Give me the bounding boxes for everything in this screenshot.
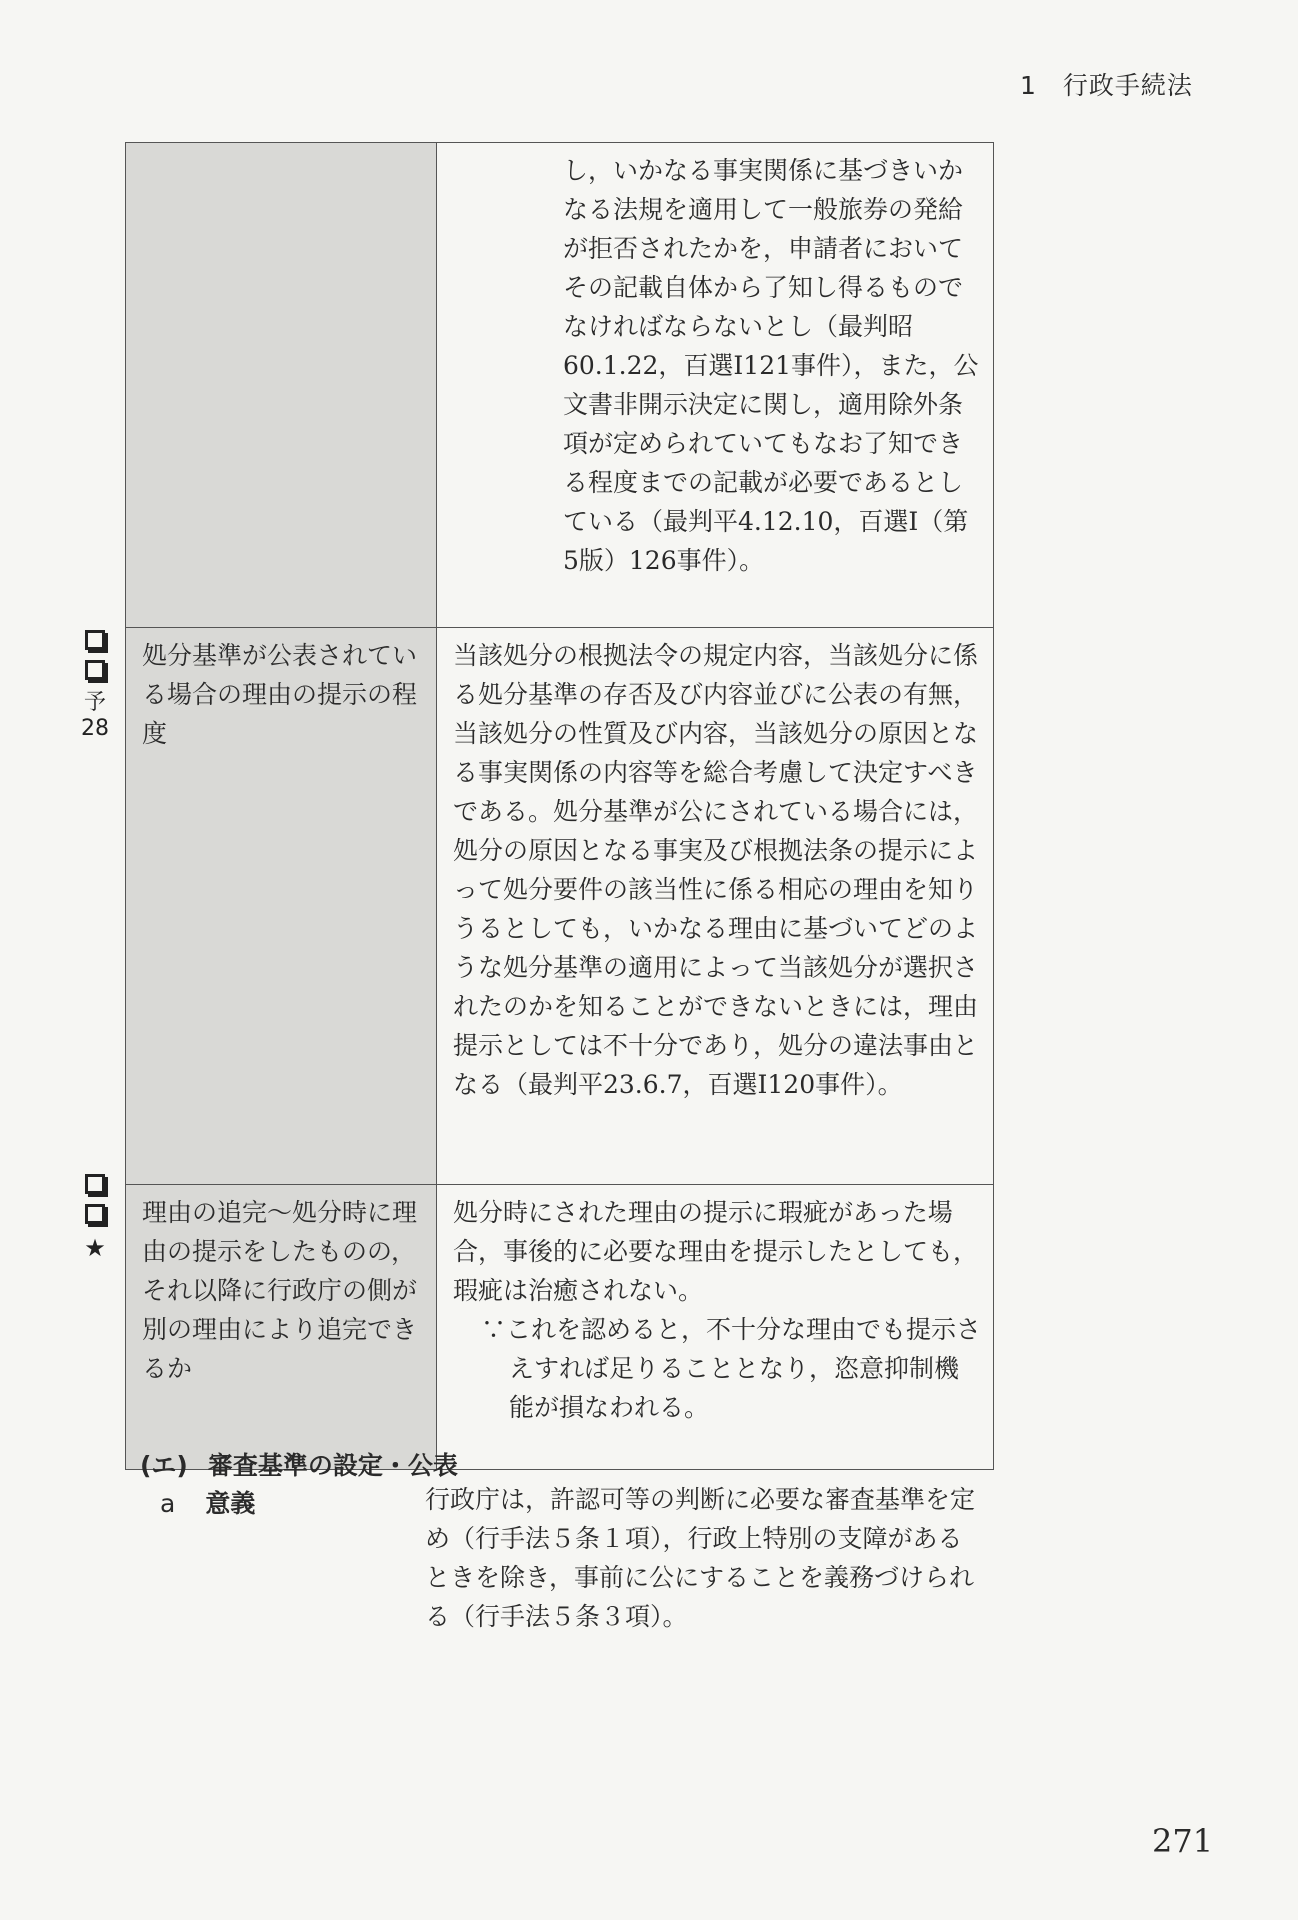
exam-mark-label: 予 [83,690,106,715]
row3-marks [80,1168,110,1262]
section-title: 審査基準の設定・公表 [207,1451,458,1480]
checkbox-icon [85,1174,105,1194]
table-row [126,1185,994,1470]
reason-text: ∵これを認めると，不十分な理由でも提示さえすれば足りることとなり，恣意抑制機能が損なわれる。 [481,1315,982,1422]
star-icon: ★ [84,1234,106,1262]
checkbox-icon [85,1204,105,1224]
table-row [126,628,994,1185]
chapter-title: 行政手続法 [1062,71,1193,100]
table-row [126,143,994,628]
item-letter: a [160,1489,176,1518]
content-cell [437,1185,994,1470]
content-text: し，いかなる事実関係に基づきいかなる法規を適用して一般旅券の発給が拒否されたかを，申請者においてその記載自体から了知し得るものでなければならないとし（最判昭60.1.22，百選Ⅰ121事件），また，公文書非開示決定に関し，適用除外条項が定められていてもなお了知できる程度までの記載が必要であるとしている（最判平4.12.10，百選Ⅰ（第5版）126事件）。 [563,156,979,575]
exam-mark-year: 28 [81,716,109,741]
topic-label: 理由の追完〜処分時に理由の提示をしたものの，それ以降に行政庁の側が別の理由により追完できるか [142,1198,418,1383]
content-text: 当該処分の根拠法令の規定内容，当該処分に係る処分基準の存否及び内容並びに公表の有無，当該処分の性質及び内容，当該処分の原因となる事実関係の内容等を総合考慮して決定すべきである。処分基準が公にされている場合には，処分の原因となる事実及び根拠法条の提示によって処分要件の該当性に係る相応の理由を知りうるとしても，いかなる理由に基づいてどのような処分基準の適用によって当該処分が選択されたのかを知ることができないときには，理由提示としては不十分であり，処分の違法事由となる（最判平23.6.7，百選Ⅰ120事件）。 [453,641,979,1099]
running-header [1020,66,1193,102]
section-heading [140,1446,458,1482]
topic-label: 処分基準が公表されている場合の理由の提示の程度 [142,641,418,748]
checkbox-icon [85,660,105,680]
item-text: 行政庁は，許認可等の判断に必要な審査基準を定め（行手法５条１項），行政上特別の支障があるときを除き，事前に公にすることを義務づけられる（行手法５条３項）。 [425,1485,976,1631]
checkbox-icon [85,630,105,650]
item-name: 意義 [205,1489,256,1518]
section-number: (エ) [140,1451,188,1480]
chapter-number: 1 [1020,71,1037,100]
topic-cell [126,143,437,628]
content-cell [437,143,994,628]
row2-marks [80,624,110,742]
content-text: 処分時にされた理由の提示に瑕疵があった場合，事後的に必要な理由を提示したとしても，瑕疵は治癒されない。 [453,1198,979,1305]
topic-cell [126,1185,437,1470]
content-cell [437,628,994,1185]
topic-cell [126,628,437,1185]
page-number: 271 [1152,1822,1214,1860]
item-label [160,1484,255,1520]
topic-table [125,142,994,1470]
